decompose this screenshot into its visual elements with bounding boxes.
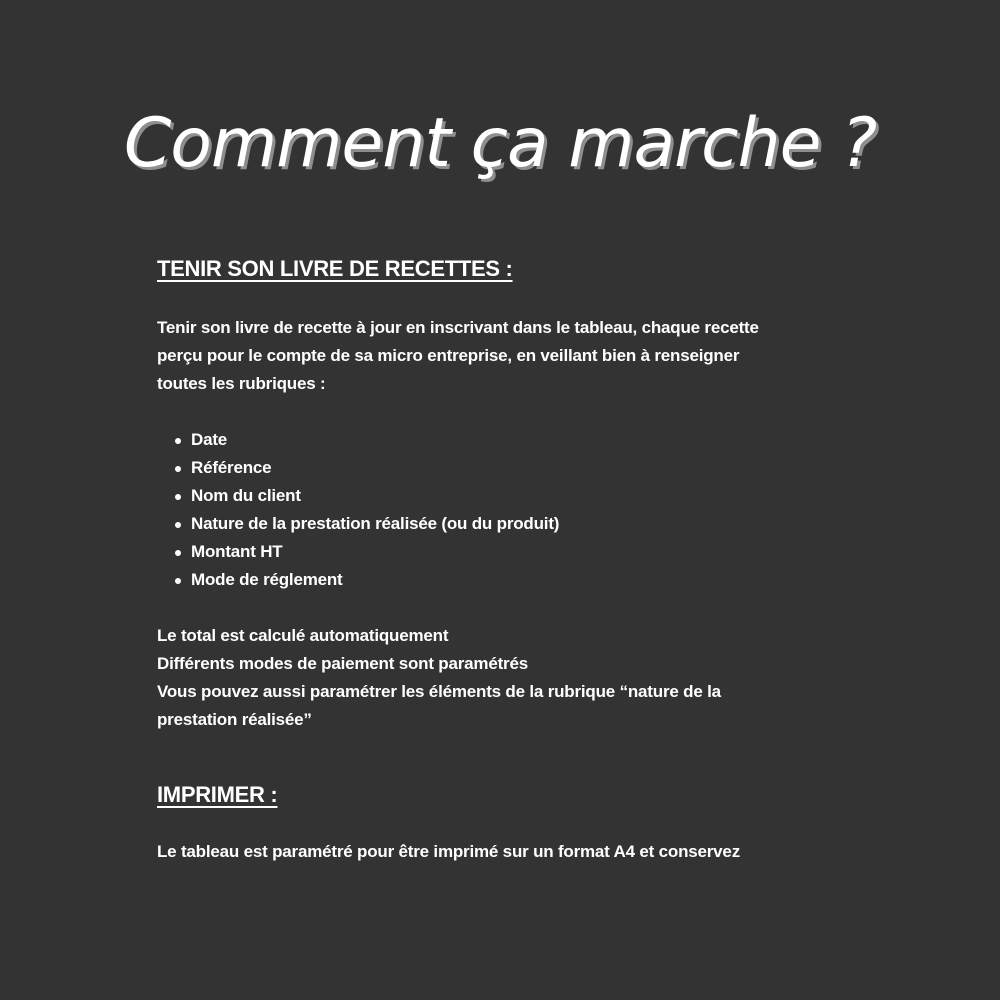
notes-paragraph (157, 622, 857, 734)
list-item-label: Montant HT (191, 542, 283, 561)
list-item (157, 426, 857, 454)
bullet-icon (175, 522, 181, 528)
bullet-icon (175, 466, 181, 472)
list-item (157, 482, 857, 510)
bullet-icon (175, 550, 181, 556)
list-item (157, 454, 857, 482)
intro-line: Tenir son livre de recette à jour en inscrivant dans le tableau, chaque recette (157, 318, 759, 337)
note-line: prestation réalisée” (157, 710, 312, 729)
section-imprimer (157, 778, 857, 866)
note-line: Vous pouvez aussi paramétrer les éléments de la rubrique “nature de la (157, 682, 721, 701)
bullet-icon (175, 494, 181, 500)
intro-paragraph (157, 314, 857, 398)
list-item (157, 510, 857, 538)
bullet-icon (175, 578, 181, 584)
section-livre-recettes (157, 252, 857, 734)
bullet-icon (175, 438, 181, 444)
list-item-label: Mode de réglement (191, 570, 343, 589)
list-item (157, 538, 857, 566)
content-body (157, 252, 857, 866)
list-item-label: Nature de la prestation réalisée (ou du produit) (191, 514, 560, 533)
rubriques-list (157, 426, 857, 594)
intro-line: perçu pour le compte de sa micro entreprise, en veillant bien à renseigner (157, 346, 740, 365)
note-line: Le total est calculé automatiquement (157, 626, 449, 645)
section-heading-livre-recettes: TENIR SON LIVRE DE RECETTES : (157, 256, 513, 281)
list-item-label: Référence (191, 458, 272, 477)
note-line: Différents modes de paiement sont paramétrés (157, 654, 528, 673)
list-item (157, 566, 857, 594)
intro-line: toutes les rubriques : (157, 374, 326, 393)
list-item-label: Nom du client (191, 486, 301, 505)
page-title: Comment ça marche ? (123, 104, 877, 183)
list-item-label: Date (191, 430, 228, 449)
print-paragraph: Le tableau est paramétré pour être imprimé sur un format A4 et conservez (157, 842, 740, 861)
section-heading-imprimer: IMPRIMER : (157, 782, 278, 807)
